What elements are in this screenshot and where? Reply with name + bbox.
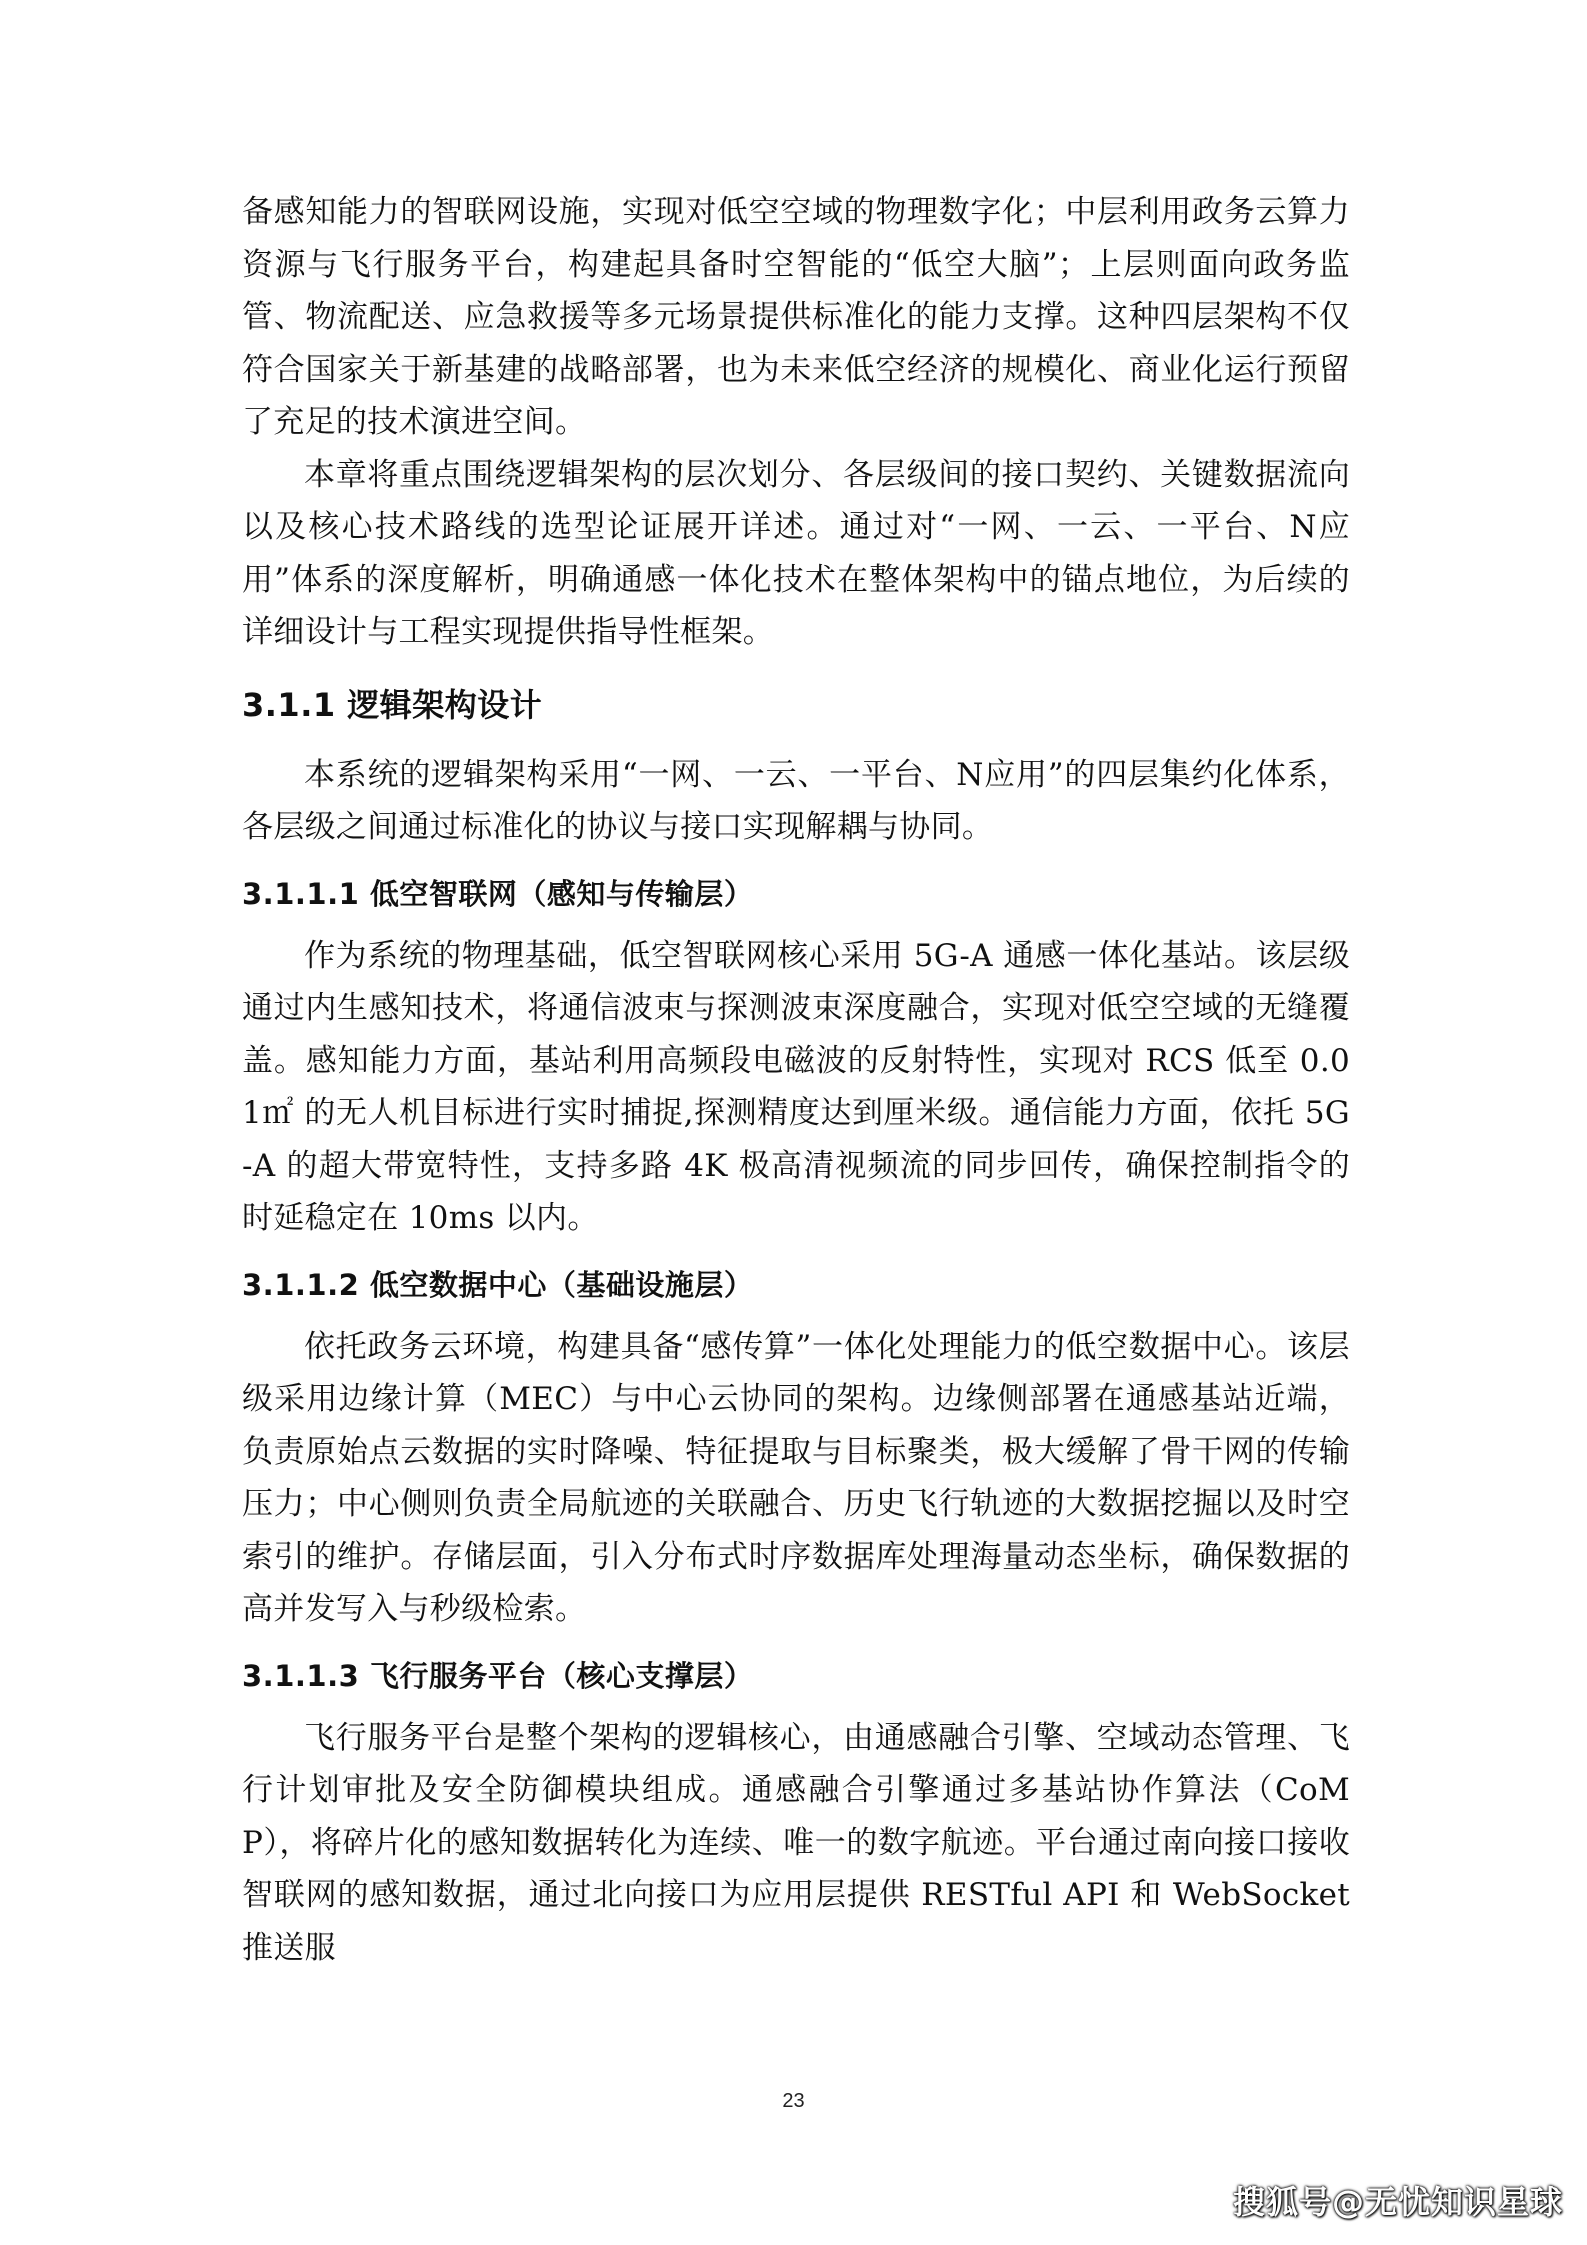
- section-3-1-1-1-paragraph: 作为系统的物理基础，低空智联网核心采用 5G-A 通感一体化基站。该层级通过内生感知技术，将通信波束与探测波束深度融合，实现对低空空域的无缝覆盖。感知能力方面，基站利用高频段电磁波的反射特性，实现对 RCS 低至 0.01㎡ 的无人机目标进行实时捕捉,探测精度达到厘米级。通信能力方面，依托 5G-A 的超大带宽特性，支持多路 4K 极高清视频流的同步回传，确保控制指令的时延稳定在 10ms 以内。: [242, 937, 1350, 1236]
- watermark: 搜狐号@无忧知识星球: [1232, 2183, 1563, 2221]
- intro-paragraph-1: 备感知能力的智联网设施，实现对低空空域的物理数字化；中层利用政务云算力资源与飞行服务平台，构建起具备时空智能的“低空大脑”；上层则面向政务监管、物流配送、应急救援等多元场景提供标准化的能力支撑。这种四层架构不仅符合国家关于新基建的战略部署，也为未来低空经济的规模化、商业化运行预留了充足的技术演进空间。: [242, 194, 1350, 440]
- section-heading-3-1-1-3: 3.1.1.3 飞行服务平台（核心支撑层）: [242, 1658, 754, 1693]
- section-3-1-1-2-paragraph: 依托政务云环境，构建具备“感传算”一体化处理能力的低空数据中心。该层级采用边缘计算（MEC）与中心云协同的架构。边缘侧部署在通感基站近端，负责原始点云数据的实时降噪、特征提取与目标聚类，极大缓解了骨干网的传输压力；中心侧则负责全局航迹的关联融合、历史飞行轨迹的大数据挖掘以及时空索引的维护。存储层面，引入分布式时序数据库处理海量动态坐标，确保数据的高并发写入与秒级检索。: [242, 1328, 1350, 1627]
- page-number: 23: [782, 2090, 805, 2112]
- section-heading-3-1-1-1: 3.1.1.1 低空智联网（感知与传输层）: [242, 876, 754, 911]
- section-heading-3-1-1-2: 3.1.1.2 低空数据中心（基础设施层）: [242, 1267, 754, 1302]
- section-3-1-1-paragraph: 本系统的逻辑架构采用“一网、一云、一平台、N应用”的四层集约化体系，各层级之间通过标准化的协议与接口实现解耦与协同。: [242, 756, 1350, 845]
- document-page: [242, 186, 1350, 1974]
- section-heading-3-1-1: 3.1.1 逻辑架构设计: [242, 685, 543, 724]
- section-3-1-1-3-paragraph: 飞行服务平台是整个架构的逻辑核心，由通感融合引擎、空域动态管理、飞行计划审批及安全防御模块组成。通感融合引擎通过多基站协作算法（CoMP），将碎片化的感知数据转化为连续、唯一的数字航迹。平台通过南向接口接收智联网的感知数据，通过北向接口为应用层提供 RESTful API 和 WebSocket 推送服: [242, 1719, 1350, 1966]
- intro-paragraph-2: 本章将重点围绕逻辑架构的层次划分、各层级间的接口契约、关键数据流向以及核心技术路线的选型论证展开详述。通过对“一网、一云、一平台、N应用”体系的深度解析，明确通感一体化技术在整体架构中的锚点地位，为后续的详细设计与工程实现提供指导性框架。: [242, 456, 1350, 650]
